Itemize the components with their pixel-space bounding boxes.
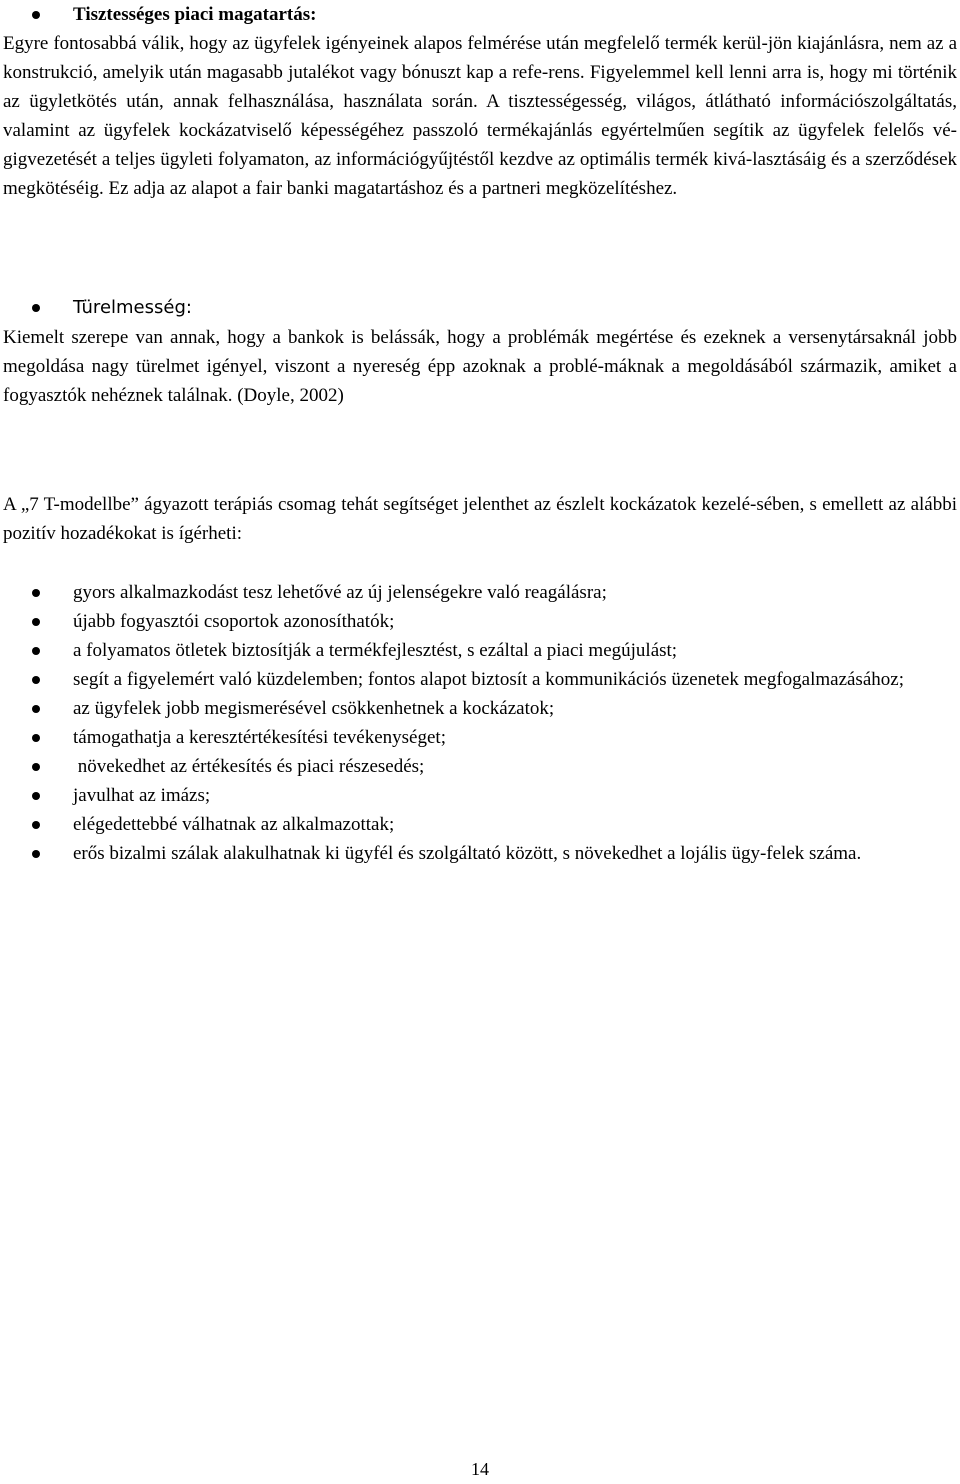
list-item — [0, 810, 960, 839]
list-item-text: támogathatja a keresztértékesítési tevékenységet; — [73, 727, 446, 748]
paragraph-patience: Kiemelt szerepe van annak, hogy a bankok is belássák, hogy a problémák megértése és ezeknek a versenytársaknál jobb megoldása nagy türelmet igényel, viszont a nyereség épp azoknak a problé-máknak a megoldásából származik, amiket a fogyasztók nehéznek találnak. (Doyle, 2002) — [3, 327, 957, 406]
list-item — [0, 752, 960, 781]
bullet-icon — [32, 11, 40, 19]
bullet-icon — [32, 676, 40, 684]
bullet-icon — [32, 821, 40, 829]
bullet-icon — [32, 705, 40, 713]
list-item-text: erős bizalmi szálak alakulhatnak ki ügyfél és szolgáltató között, s növekedhet a lojális ügy-felek száma. — [73, 843, 862, 864]
list-item-text: a folyamatos ötletek biztosítják a termékfejlesztést, s ezáltal a piaci megújulást; — [73, 640, 678, 661]
page-number: 14 — [471, 1459, 489, 1479]
list-item-text: újabb fogyasztói csoportok azonosíthatók; — [73, 611, 395, 632]
list-item — [0, 781, 960, 810]
bullet-icon — [32, 647, 40, 655]
list-item — [0, 665, 960, 694]
heading-fairness-text: Tisztességes piaci magatartás: — [73, 4, 317, 25]
list-item — [0, 578, 960, 607]
heading-patience-text: Türelmesség: — [73, 297, 192, 318]
bullet-icon — [32, 734, 40, 742]
list-item — [0, 839, 960, 868]
bullet-icon — [32, 763, 40, 771]
paragraph-fairness: Egyre fontosabbá válik, hogy az ügyfelek igényeinek alapos felmérése után megfelelő termék kerül-jön kiajánlásra, nem az a konstrukció, amelyik után magasabb jutalékot vagy bónuszt kap a refe-rens. Figyelemmel kell lenni arra is, hogy mi történik az ügyletkötés után, annak felhasználása, használata során. A tisztességesség, világos, átlátható információszolgáltatás, valamint az ügyfelek kockázatviselő képességéhez passzoló termékajánlás egyértelműen segítik az ügyfelek felelős vé-gigvezetését a teljes ügyleti folyamaton, az információgyűjtéstől kezdve az optimális termék kivá-lasztásáig és a szerződések megkötéséig. Ez adja az alapot a fair banki magatartáshoz és a partneri megközelítéshez. — [3, 33, 957, 199]
benefits-list — [0, 578, 960, 868]
list-item-text: növekedhet az értékesítés és piaci részesedés; — [73, 756, 425, 777]
list-item-text: az ügyfelek jobb megismerésével csökkenhetnek a kockázatok; — [73, 698, 555, 719]
list-item — [0, 636, 960, 665]
list-item-text: segít a figyelemért való küzdelemben; fontos alapot biztosít a kommunikációs üzenetek megfogalmazásához; — [73, 669, 904, 690]
bullet-icon — [32, 850, 40, 858]
bullet-icon — [32, 589, 40, 597]
list-item-text: elégedettebbé válhatnak az alkalmazottak; — [73, 814, 395, 835]
bullet-icon — [32, 304, 40, 312]
bullet-icon — [32, 792, 40, 800]
list-item — [0, 607, 960, 636]
bullet-icon — [32, 618, 40, 626]
list-item-text: javulhat az imázs; — [73, 785, 211, 806]
list-item — [0, 723, 960, 752]
list-item — [0, 694, 960, 723]
list-item-text: gyors alkalmazkodást tesz lehetővé az új jelenségekre való reagálásra; — [73, 582, 607, 603]
paragraph-intro: A „7 T-modellbe” ágyazott terápiás csomag tehát segítséget jelenthet az észlelt kockázatok kezelé-sében, s emellett az alábbi pozitív hozadékokat is ígérheti: — [3, 494, 957, 544]
